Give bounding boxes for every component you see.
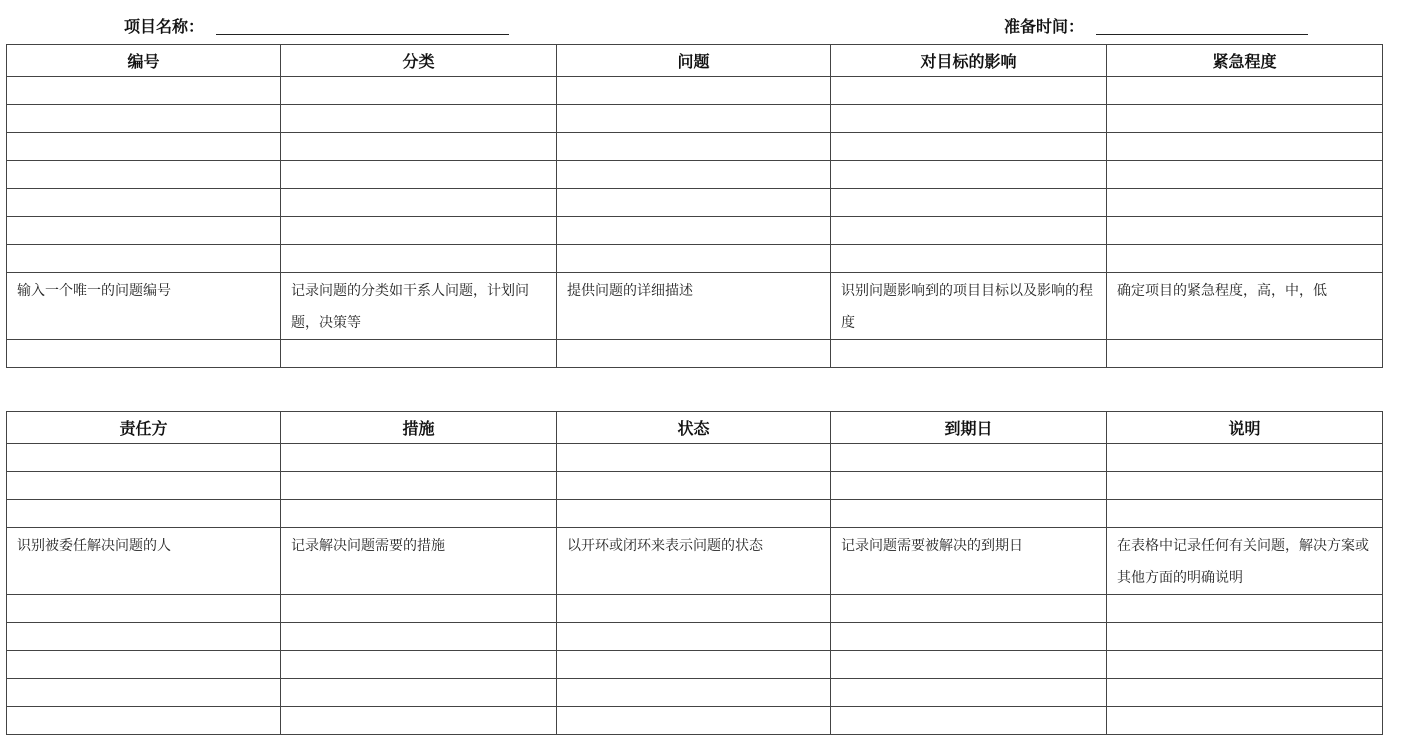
prep-time-field[interactable] <box>1096 34 1308 35</box>
table-row <box>7 217 1383 245</box>
table-cell[interactable] <box>831 651 1107 679</box>
table-header-row <box>7 412 1383 444</box>
table-cell[interactable] <box>557 245 831 273</box>
table-cell[interactable] <box>557 217 831 245</box>
table-cell[interactable] <box>831 133 1107 161</box>
table-cell[interactable] <box>831 340 1107 368</box>
column-header-action: 措施 <box>281 412 557 444</box>
table-cell[interactable] <box>831 707 1107 735</box>
table-cell[interactable] <box>1107 217 1383 245</box>
table-cell[interactable] <box>831 245 1107 273</box>
table-cell[interactable] <box>831 217 1107 245</box>
description-cell-category[interactable]: 记录问题的分类如干系人问题，计划问题，决策等 <box>281 273 557 340</box>
description-cell-impact[interactable]: 识别问题影响到的项目目标以及影响的程度 <box>831 273 1107 340</box>
table-cell[interactable] <box>557 189 831 217</box>
table-cell[interactable] <box>1107 161 1383 189</box>
table-cell[interactable] <box>281 189 557 217</box>
table-cell[interactable] <box>557 444 831 472</box>
description-row <box>7 528 1383 595</box>
table-row <box>7 105 1383 133</box>
table-row <box>7 340 1383 368</box>
table-cell[interactable] <box>281 595 557 623</box>
table-cell[interactable] <box>1107 77 1383 105</box>
table-cell[interactable] <box>7 595 281 623</box>
description-cell-issue[interactable]: 提供问题的详细描述 <box>557 273 831 340</box>
resolution-table <box>6 411 1383 735</box>
table-row <box>7 245 1383 273</box>
table-cell[interactable] <box>1107 444 1383 472</box>
table-cell[interactable] <box>831 500 1107 528</box>
column-header-impact: 对目标的影响 <box>831 45 1107 77</box>
table-cell[interactable] <box>557 105 831 133</box>
table-cell[interactable] <box>1107 245 1383 273</box>
column-header-due-date: 到期日 <box>831 412 1107 444</box>
table-cell[interactable] <box>1107 679 1383 707</box>
table-cell[interactable] <box>7 340 281 368</box>
table-header-row <box>7 45 1383 77</box>
table-row <box>7 77 1383 105</box>
table-cell[interactable] <box>281 245 557 273</box>
table-cell[interactable] <box>7 189 281 217</box>
table-cell[interactable] <box>281 105 557 133</box>
table-cell[interactable] <box>7 133 281 161</box>
table-cell[interactable] <box>557 623 831 651</box>
table-cell[interactable] <box>557 595 831 623</box>
table-cell[interactable] <box>1107 651 1383 679</box>
table-cell[interactable] <box>831 472 1107 500</box>
table-cell[interactable] <box>281 444 557 472</box>
table-cell[interactable] <box>557 500 831 528</box>
column-header-category: 分类 <box>281 45 557 77</box>
table-cell[interactable] <box>281 500 557 528</box>
table-cell[interactable] <box>557 161 831 189</box>
table-cell[interactable] <box>557 651 831 679</box>
table-cell[interactable] <box>831 444 1107 472</box>
table-cell[interactable] <box>1107 623 1383 651</box>
table-row <box>7 623 1383 651</box>
table-row <box>7 707 1383 735</box>
column-header-notes: 说明 <box>1107 412 1383 444</box>
table-cell[interactable] <box>1107 472 1383 500</box>
table-cell[interactable] <box>557 133 831 161</box>
table-cell[interactable] <box>7 707 281 735</box>
table-row <box>7 161 1383 189</box>
table-cell[interactable] <box>831 189 1107 217</box>
table-cell[interactable] <box>831 595 1107 623</box>
table-cell[interactable] <box>1107 189 1383 217</box>
form-header <box>0 0 1401 44</box>
table-cell[interactable] <box>1107 133 1383 161</box>
table-cell[interactable] <box>7 623 281 651</box>
column-header-owner: 责任方 <box>7 412 281 444</box>
table-row <box>7 189 1383 217</box>
table-cell[interactable] <box>557 707 831 735</box>
column-header-status: 状态 <box>557 412 831 444</box>
table-cell[interactable] <box>281 133 557 161</box>
description-cell-due-date[interactable]: 记录问题需要被解决的到期日 <box>831 528 1107 595</box>
description-cell-notes[interactable]: 在表格中记录任何有关问题，解决方案或其他方面的明确说明 <box>1107 528 1383 595</box>
table-cell[interactable] <box>281 217 557 245</box>
table-row <box>7 595 1383 623</box>
table-cell[interactable] <box>1107 105 1383 133</box>
table-cell[interactable] <box>281 651 557 679</box>
description-cell-action[interactable]: 记录解决问题需要的措施 <box>281 528 557 595</box>
column-header-id: 编号 <box>7 45 281 77</box>
table-cell[interactable] <box>831 623 1107 651</box>
table-cell[interactable] <box>7 105 281 133</box>
table-cell[interactable] <box>281 77 557 105</box>
table-cell[interactable] <box>1107 707 1383 735</box>
table-row <box>7 444 1383 472</box>
table-cell[interactable] <box>831 679 1107 707</box>
table-cell[interactable] <box>7 245 281 273</box>
table-cell[interactable] <box>557 340 831 368</box>
project-name-field[interactable] <box>216 34 509 35</box>
table-cell[interactable] <box>7 77 281 105</box>
table-cell[interactable] <box>7 651 281 679</box>
table-cell[interactable] <box>7 217 281 245</box>
table-cell[interactable] <box>7 500 281 528</box>
description-cell-id[interactable]: 输入一个唯一的问题编号 <box>7 273 281 340</box>
project-name-label: 项目名称： <box>124 17 205 36</box>
table-cell[interactable] <box>831 161 1107 189</box>
table-cell[interactable] <box>7 472 281 500</box>
table-row <box>7 133 1383 161</box>
table-row <box>7 500 1383 528</box>
table-cell[interactable] <box>281 707 557 735</box>
description-cell-urgency[interactable]: 确定项目的紧急程度，高，中，低 <box>1107 273 1383 340</box>
table-row <box>7 472 1383 500</box>
column-header-issue: 问题 <box>557 45 831 77</box>
table-cell[interactable] <box>281 340 557 368</box>
table-cell[interactable] <box>7 679 281 707</box>
table-cell[interactable] <box>557 472 831 500</box>
table-cell[interactable] <box>831 105 1107 133</box>
table-row <box>7 651 1383 679</box>
table-cell[interactable] <box>1107 595 1383 623</box>
table-cell[interactable] <box>281 472 557 500</box>
table-cell[interactable] <box>7 161 281 189</box>
table-cell[interactable] <box>281 161 557 189</box>
description-cell-owner[interactable]: 识别被委任解决问题的人 <box>7 528 281 595</box>
table-cell[interactable] <box>1107 500 1383 528</box>
description-cell-status[interactable]: 以开环或闭环来表示问题的状态 <box>557 528 831 595</box>
table-cell[interactable] <box>831 77 1107 105</box>
table-cell[interactable] <box>281 623 557 651</box>
prep-time-label: 准备时间： <box>1004 17 1085 36</box>
column-header-urgency: 紧急程度 <box>1107 45 1383 77</box>
table-cell[interactable] <box>7 444 281 472</box>
description-row <box>7 273 1383 340</box>
table-row <box>7 679 1383 707</box>
table-cell[interactable] <box>557 77 831 105</box>
issue-table <box>6 44 1383 368</box>
table-cell[interactable] <box>557 679 831 707</box>
table-cell[interactable] <box>1107 340 1383 368</box>
table-cell[interactable] <box>281 679 557 707</box>
